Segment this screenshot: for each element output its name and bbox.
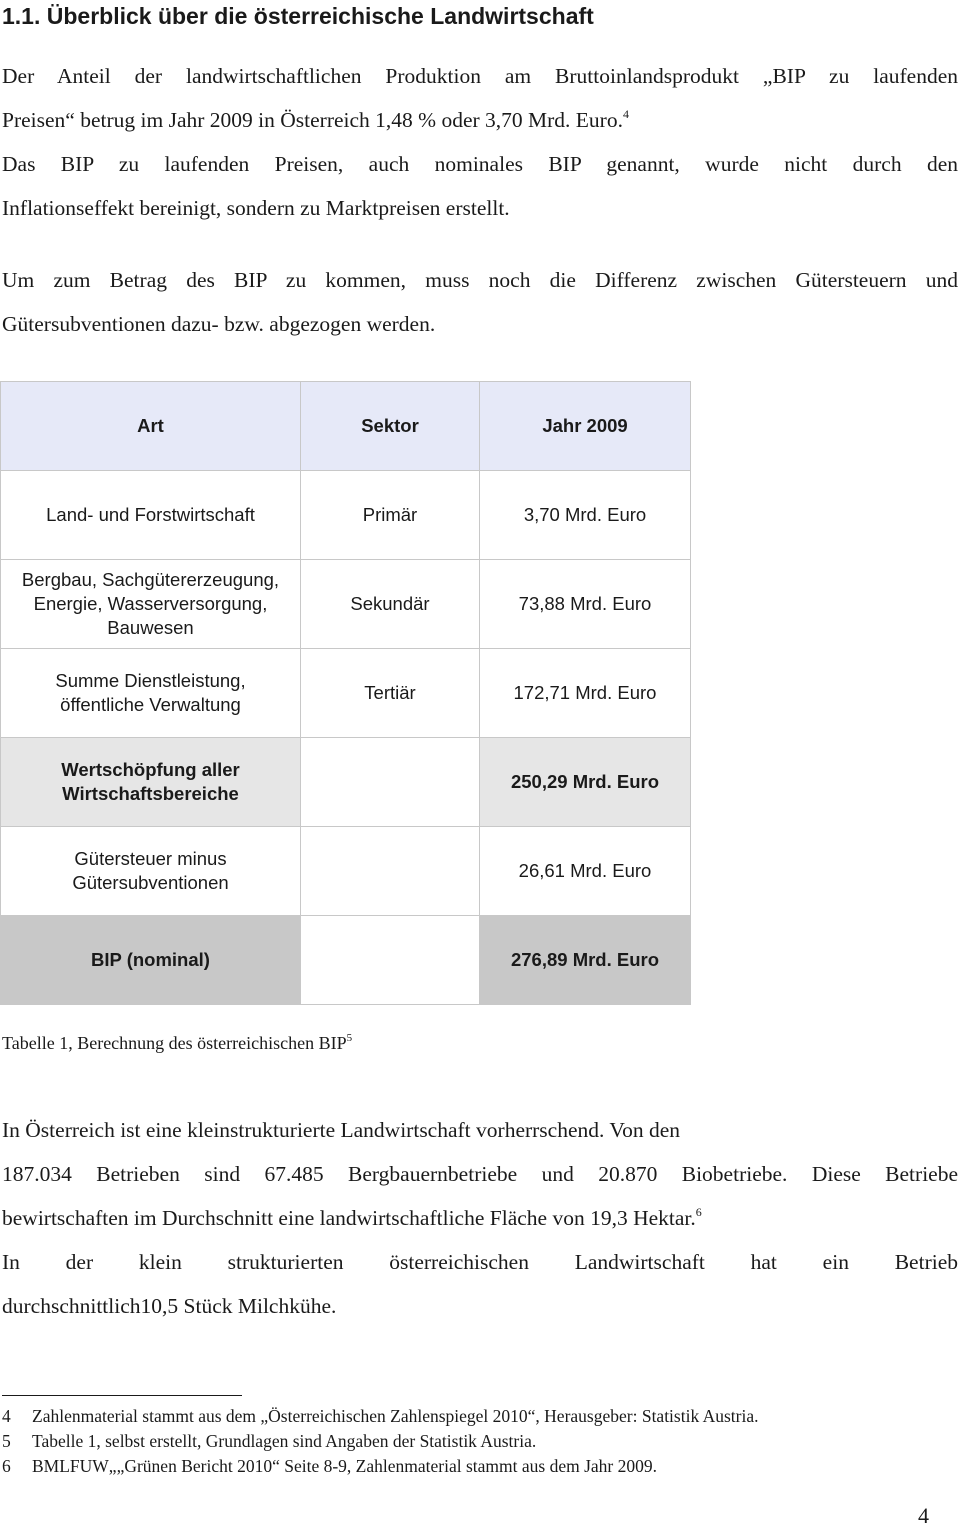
text-line: In Österreich ist eine kleinstrukturierte Landwirtschaft vorherrschend. Von den (2, 1118, 681, 1142)
footnote-divider (2, 1395, 242, 1396)
caption-text: Tabelle 1, Berechnung des österreichischen BIP (2, 1033, 347, 1053)
footnote-text: Zahlenmaterial stammt aus dem „Österreichischen Zahlenspiegel 2010“, Herausgeber: Statistik Austria. (32, 1406, 759, 1426)
footnote-number: 6 (2, 1456, 11, 1476)
footnote-text: Tabelle 1, selbst erstellt, Grundlagen sind Angaben der Statistik Austria. (32, 1431, 537, 1451)
table-row (1, 471, 691, 560)
cell-sektor: Tertiär (301, 649, 480, 738)
cell-line: Gütersubventionen (72, 872, 229, 893)
section-heading: 1.1. Überblick über die österreichische Landwirtschaft (2, 3, 594, 29)
table-row-subtotal (1, 738, 691, 827)
footnote-item (2, 1404, 759, 1429)
text-line: Gütersubventionen dazu- bzw. abgezogen werden. (2, 312, 436, 336)
footnote-text: BMLFUW„„Grünen Bericht 2010“ Seite 8-9, Zahlenmaterial stammt aus dem Jahr 2009. (32, 1456, 657, 1476)
text-line: Um zum Betrag des BIP zu kommen, muss noch die Differenz zwischen Gütersteuern und (2, 268, 958, 292)
table-row-total (1, 916, 691, 1005)
cell-sektor: Sekundär (301, 560, 480, 649)
cell-line: Wertschöpfung aller (61, 759, 240, 780)
cell-line: Land- und Forstwirtschaft (46, 504, 255, 525)
text-span: Preisen“ betrug im Jahr 2009 in Österreich 1,48 % oder 3,70 Mrd. Euro. (2, 108, 623, 132)
intro-paragraph (2, 54, 958, 230)
cell-line: BIP (nominal) (91, 949, 210, 970)
cell-art (1, 738, 301, 827)
page-number: 4 (918, 1503, 929, 1528)
cell-line: Wirtschaftsbereiche (62, 783, 239, 804)
cell-value: 26,61 Mrd. Euro (480, 827, 691, 916)
text-line: Das BIP zu laufenden Preisen, auch nominales BIP genannt, wurde nicht durch den (2, 152, 958, 176)
footnote-number: 5 (2, 1431, 11, 1451)
text-line: Der Anteil der landwirtschaftlichen Produktion am Bruttoinlandsprodukt „BIP zu laufenden (2, 64, 958, 88)
cell-value: 3,70 Mrd. Euro (480, 471, 691, 560)
cell-art (1, 560, 301, 649)
cell-art (1, 916, 301, 1005)
structure-paragraph (2, 1108, 958, 1328)
footnotes (2, 1404, 759, 1479)
text-line (2, 98, 958, 142)
cell-art (1, 649, 301, 738)
table-row (1, 560, 691, 649)
bip-table (0, 381, 691, 1005)
cell-art (1, 471, 301, 560)
text-line: Inflationseffekt bereinigt, sondern zu Marktpreisen erstellt. (2, 196, 510, 220)
cell-line: Gütersteuer minus (74, 848, 227, 869)
table-row (1, 649, 691, 738)
cell-sektor (301, 738, 480, 827)
cell-sektor (301, 827, 480, 916)
cell-line: Energie, Wasserversorgung, (33, 593, 268, 614)
text-line (2, 1196, 958, 1240)
footnote-number: 4 (2, 1406, 11, 1426)
cell-line: Summe Dienstleistung, (55, 670, 246, 691)
cell-line: Bauwesen (107, 617, 194, 638)
table-header-row (1, 382, 691, 471)
cell-line: öffentliche Verwaltung (60, 694, 241, 715)
footnote-ref[interactable]: 5 (346, 1032, 353, 1044)
footnote-item (2, 1429, 759, 1454)
footnote-item (2, 1454, 759, 1479)
column-header-jahr: Jahr 2009 (480, 382, 691, 471)
text-line: In der klein strukturierten österreichischen Landwirtschaft hat ein Betrieb (2, 1250, 958, 1274)
column-header-sektor: Sektor (301, 382, 480, 471)
cell-sektor (301, 916, 480, 1005)
table-row (1, 827, 691, 916)
text-line: durchschnittlich10,5 Stück Milchkühe. (2, 1294, 337, 1318)
cell-value: 250,29 Mrd. Euro (480, 738, 691, 827)
cell-value: 276,89 Mrd. Euro (480, 916, 691, 1005)
cell-sektor: Primär (301, 471, 480, 560)
footnote-ref[interactable]: 6 (695, 1205, 702, 1219)
bip-explanation-paragraph (2, 258, 958, 346)
cell-art (1, 827, 301, 916)
cell-line: Bergbau, Sachgütererzeugung, (21, 569, 280, 590)
cell-value: 172,71 Mrd. Euro (480, 649, 691, 738)
table-caption (2, 1030, 352, 1056)
text-span: bewirtschaften im Durchschnitt eine landwirtschaftliche Fläche von 19,3 Hektar. (2, 1206, 696, 1230)
cell-value: 73,88 Mrd. Euro (480, 560, 691, 649)
column-header-art: Art (1, 382, 301, 471)
footnote-ref[interactable]: 4 (622, 107, 629, 121)
text-line: 187.034 Betrieben sind 67.485 Bergbauernbetriebe und 20.870 Biobetriebe. Diese Betriebe (2, 1162, 958, 1186)
